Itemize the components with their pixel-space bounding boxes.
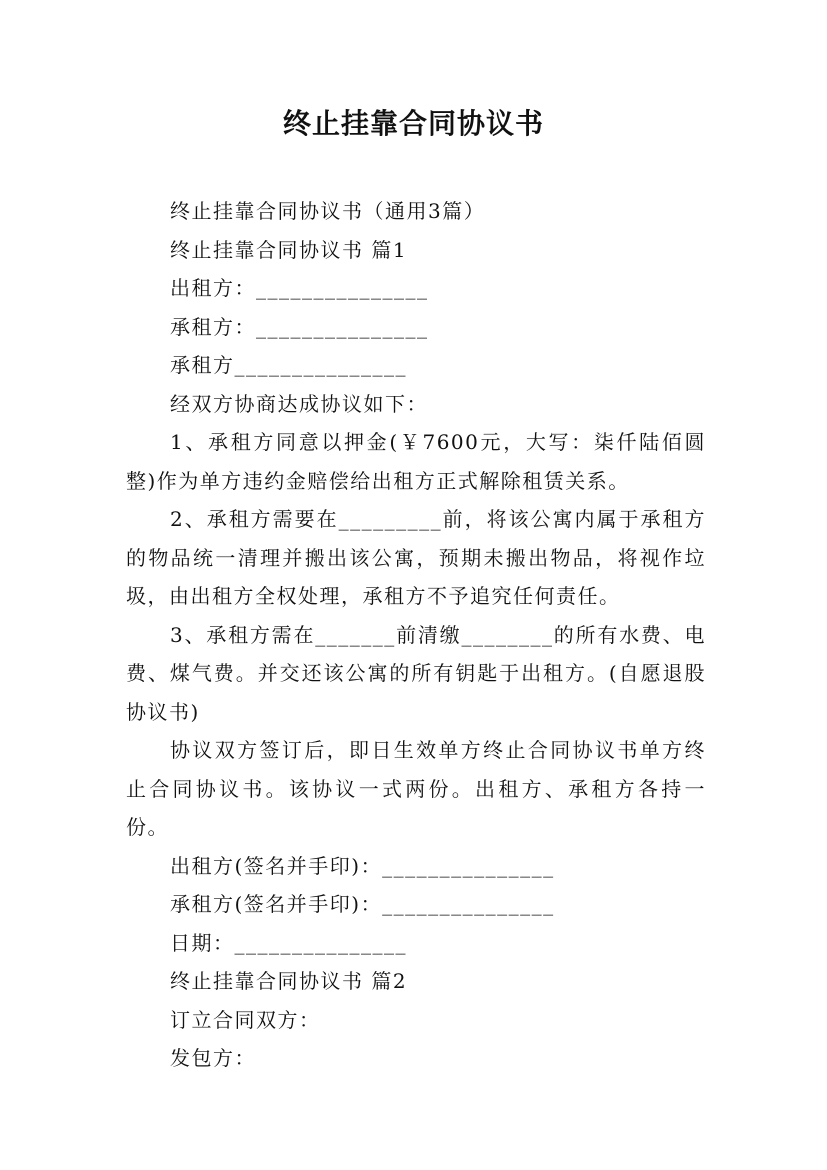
signature-date: 日期：_______________ [170,930,407,955]
clause-effect: 协议双方签订后，即日生效单方终止合同协议书单方终止合同协议书。该协议一式两份。出租方、承租方各持一份。 [126,738,706,839]
document-title: 终止挂靠合同协议书 [282,107,544,140]
clause-3: 3、承租方需在_______前清缴________的所有水费、电费、煤气费。并交还该公寓的所有钥匙于出租方。(自愿退股协议书) [126,622,706,724]
text-line-lessee: 承租方：_______________ [170,314,429,339]
clause-2: 2、承租方需要在_________前，将该公寓内属于承租方的物品统一清理并搬出该公寓，预期未搬出物品，将视作垃圾，由出租方全权处理，承租方不予追究任何责任。 [126,507,706,608]
text-line-section-heading: 终止挂靠合同协议书 篇1 [170,237,408,262]
clause-1: 1、承租方同意以押金(￥7600元，大写：柒仟陆佰圆整)作为单方违约金赔偿给出租方正式解除租赁关系。 [126,430,706,493]
text-line-agreement-intro: 经双方协商达成协议如下： [170,391,428,416]
text-line-lessor: 出租方：_______________ [170,276,429,300]
document-body [126,192,706,1078]
text-line-section-heading-2: 终止挂靠合同协议书 篇2 [170,969,408,993]
signature-lessor: 出租方(签名并手印)：_______________ [170,853,555,878]
text-line-subtitle: 终止挂靠合同协议书（通用3篇） [170,199,486,223]
signature-lessee: 承租方(签名并手印)：_______________ [170,892,555,916]
text-line-lessee-2: 承租方_______________ [170,353,407,377]
text-line-contractor: 发包方： [170,1046,256,1070]
text-line-contract-parties: 订立合同双方： [170,1007,321,1032]
